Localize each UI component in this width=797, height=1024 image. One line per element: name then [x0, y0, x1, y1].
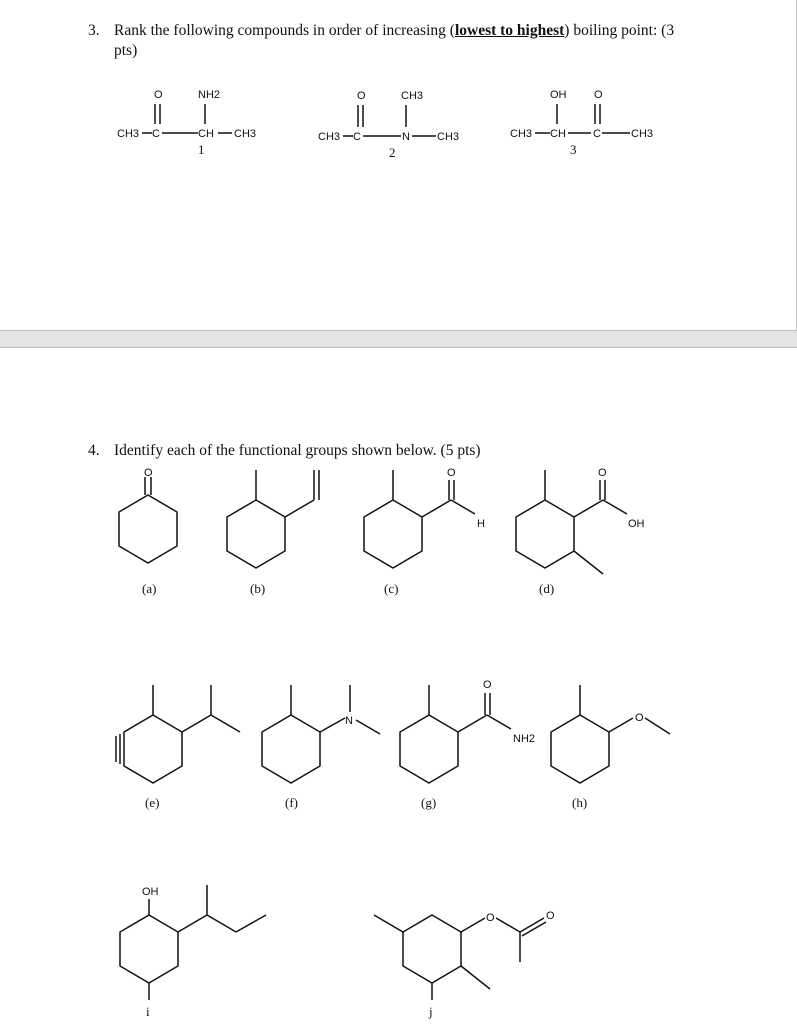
j-oxygen: O [486, 912, 495, 924]
c2-nitrogen: N [402, 131, 410, 143]
c3-ch3-left: CH3 [510, 128, 533, 140]
structure-d [516, 467, 645, 596]
d-oxygen: O [598, 467, 607, 479]
j-carbonyl-oxygen: O [546, 910, 555, 922]
h-oxygen: O [635, 712, 644, 724]
g-nh2: NH2 [513, 733, 536, 745]
compound-3 [510, 89, 653, 157]
c2-ch3-left: CH3 [318, 131, 341, 143]
c3-carbonyl-c: C [593, 128, 601, 140]
label-g: (g) [421, 795, 437, 810]
c3-oxygen: O [594, 89, 603, 101]
c1-number: 1 [198, 142, 205, 157]
d-hydroxyl: OH [628, 518, 645, 530]
compound-2 [318, 90, 459, 160]
structure-a [119, 467, 177, 596]
compound-1 [117, 89, 256, 157]
c3-ch: CH [550, 128, 566, 140]
c2-ch3-right: CH3 [437, 131, 460, 143]
c-hydrogen: H [477, 518, 485, 530]
label-d: (d) [539, 581, 555, 596]
structure-j [374, 910, 555, 1019]
c1-oxygen: O [154, 89, 163, 101]
page-separator [0, 330, 797, 348]
page-two [0, 348, 797, 1024]
structure-h [551, 685, 670, 810]
label-e: (e) [145, 795, 160, 810]
label-i: i [146, 1004, 150, 1019]
q3-text-before: Rank the following compounds in order of increasing ( [114, 22, 455, 39]
c1-ch: CH [198, 128, 214, 140]
question-4-text: Identify each of the functional groups shown below. (5 pts) [114, 442, 481, 459]
label-h: (h) [572, 795, 588, 810]
c3-number: 3 [570, 142, 577, 157]
c3-ch3-right: CH3 [631, 128, 654, 140]
q3-structures [0, 0, 797, 330]
q4-structures [0, 348, 797, 1024]
c1-nh2: NH2 [198, 89, 221, 101]
c2-ch3-top: CH3 [401, 90, 424, 102]
g-oxygen: O [483, 679, 492, 691]
structure-c [364, 467, 485, 596]
question-3-number: 3. [88, 22, 100, 39]
q3-text-after: ) boiling point: (3 [564, 22, 675, 39]
c1-carbonyl-c: C [152, 128, 160, 140]
i-hydroxyl: OH [142, 886, 159, 898]
c3-oh: OH [550, 89, 567, 101]
question-3-text-line2: pts) [114, 42, 138, 59]
structure-g [400, 679, 535, 810]
label-f: (f) [285, 795, 298, 810]
structure-f [262, 685, 380, 810]
c2-oxygen: O [357, 90, 366, 102]
a-oxygen: O [144, 467, 153, 479]
q3-emphasis: lowest to highest [454, 22, 565, 39]
structure-b [227, 470, 319, 596]
label-b: (b) [250, 581, 266, 596]
c-oxygen: O [447, 467, 456, 479]
page-one [0, 0, 797, 330]
c2-carbonyl-c: C [353, 131, 361, 143]
label-a: (a) [142, 581, 157, 596]
c1-ch3-right: CH3 [234, 128, 257, 140]
question-4-number: 4. [88, 442, 100, 459]
structure-e [116, 685, 240, 810]
f-nitrogen: N [345, 715, 353, 727]
structure-i [120, 885, 266, 1019]
c2-number: 2 [389, 145, 396, 160]
c1-ch3-left: CH3 [117, 128, 140, 140]
label-c: (c) [384, 581, 399, 596]
label-j: j [429, 1004, 433, 1019]
